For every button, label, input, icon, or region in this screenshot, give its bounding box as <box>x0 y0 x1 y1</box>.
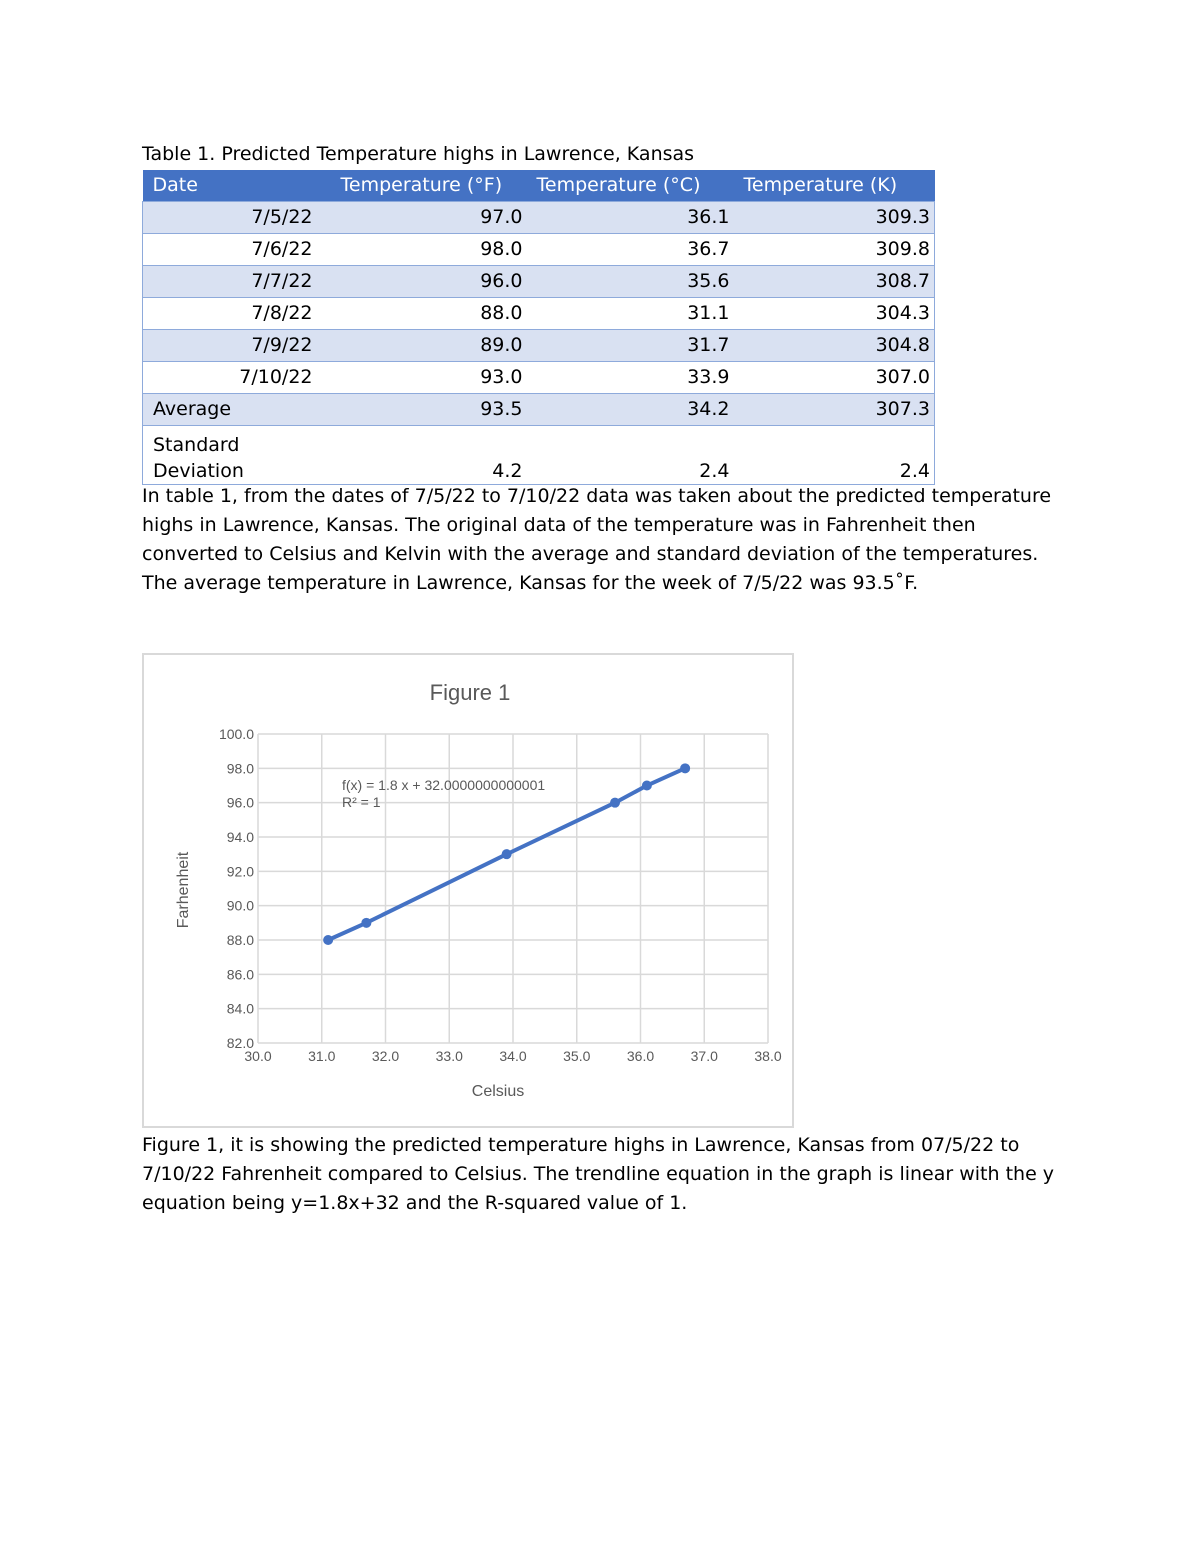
trendline-equation: f(x) = 1.8 x + 32.0000000000001 <box>342 777 546 793</box>
cell-kelvin: 304.3 <box>734 298 935 330</box>
average-row <box>143 394 935 426</box>
y-tick-label: 94.0 <box>226 829 254 845</box>
y-tick-label: 100.0 <box>218 726 254 742</box>
r-squared-label: R² = 1 <box>342 794 381 810</box>
x-axis-label: Celsius <box>471 1083 525 1100</box>
cell-celsius: 36.7 <box>527 234 734 266</box>
y-tick-label: 92.0 <box>226 863 254 880</box>
x-tick-label: 32.0 <box>371 1048 400 1064</box>
table-row <box>143 266 935 298</box>
y-tick-label: 98.0 <box>226 760 254 777</box>
cell-date: 7/9/22 <box>143 330 331 362</box>
data-point <box>642 781 652 791</box>
data-point <box>680 763 690 773</box>
y-tick-label: 96.0 <box>226 794 254 811</box>
data-point <box>502 849 512 859</box>
cell-kelvin: 308.7 <box>734 266 935 298</box>
x-tick-label: 31.0 <box>308 1048 336 1064</box>
cell-date: 7/8/22 <box>143 298 331 330</box>
data-point <box>323 935 333 945</box>
std-celsius: 2.4 <box>527 426 734 485</box>
x-tick-label: 30.0 <box>244 1048 272 1064</box>
cell-fahrenheit: 88.0 <box>331 298 527 330</box>
average-celsius: 34.2 <box>527 394 734 426</box>
table-row <box>143 234 935 266</box>
cell-celsius: 33.9 <box>527 362 734 394</box>
cell-date: 7/6/22 <box>143 234 331 266</box>
y-tick-label: 88.0 <box>226 932 254 948</box>
temperature-table <box>142 170 935 485</box>
table-row <box>143 202 935 234</box>
y-tick-label: 90.0 <box>226 897 254 914</box>
cell-celsius: 31.7 <box>527 330 734 362</box>
std-deviation-row <box>143 426 935 485</box>
table-caption: Table 1. Predicted Temperature highs in Lawrence, Kansas <box>142 143 695 165</box>
average-label: Average <box>143 394 331 426</box>
data-point <box>610 798 620 808</box>
cell-celsius: 35.6 <box>527 266 734 298</box>
table-description: In table 1, from the dates of 7/5/22 to 7/10/22 data was taken about the predicted temperature highs in Lawrence, Kansas. The original data of the temperature was in Fahrenheit then converted to Celsius and Kelvin with the average and standard deviation of the temperatures. The average temperature in Lawrence, Kansas for the week of 7/5/22 was 93.5˚F. <box>142 485 1052 594</box>
y-tick-label: 86.0 <box>226 966 254 983</box>
cell-fahrenheit: 98.0 <box>331 234 527 266</box>
y-tick-label: 84.0 <box>226 1000 254 1017</box>
std-kelvin: 2.4 <box>734 426 935 485</box>
x-tick-label: 38.0 <box>754 1048 782 1064</box>
cell-date: 7/5/22 <box>143 202 331 234</box>
data-point <box>361 918 371 928</box>
header-fahrenheit: Temperature (°F) <box>331 170 527 202</box>
x-tick-label: 33.0 <box>435 1048 463 1064</box>
table-row <box>143 330 935 362</box>
cell-celsius: 31.1 <box>527 298 734 330</box>
x-tick-label: 36.0 <box>626 1048 655 1064</box>
table-header-row <box>143 170 935 202</box>
y-tick-label: 82.0 <box>226 1035 254 1051</box>
header-kelvin: Temperature (K) <box>734 170 935 202</box>
cell-fahrenheit: 96.0 <box>331 266 527 298</box>
header-celsius: Temperature (°C) <box>527 170 734 202</box>
chart-title: Figure 1 <box>429 680 511 705</box>
cell-date: 7/7/22 <box>143 266 331 298</box>
std-deviation-label: Standard Deviation <box>143 426 331 485</box>
table-row <box>143 362 935 394</box>
average-fahrenheit: 93.5 <box>331 394 527 426</box>
figure-1-chart <box>142 653 794 1128</box>
cell-fahrenheit: 97.0 <box>331 202 527 234</box>
x-tick-label: 35.0 <box>563 1048 591 1064</box>
cell-fahrenheit: 89.0 <box>331 330 527 362</box>
cell-celsius: 36.1 <box>527 202 734 234</box>
figure-description: Figure 1, it is showing the predicted temperature highs in Lawrence, Kansas from 07/5/22 to 7/10/22 Fahrenheit compared to Celsius. The trendline equation in the graph is linear with the y equation being y=1.8x+32 and the R-squared value of 1. <box>142 1134 1055 1214</box>
x-tick-label: 37.0 <box>690 1048 718 1064</box>
y-axis-label: Farhenheit <box>175 851 192 929</box>
cell-kelvin: 304.8 <box>734 330 935 362</box>
table-row <box>143 298 935 330</box>
cell-kelvin: 309.8 <box>734 234 935 266</box>
cell-kelvin: 307.0 <box>734 362 935 394</box>
cell-date: 7/10/22 <box>143 362 331 394</box>
std-fahrenheit: 4.2 <box>331 426 527 485</box>
chart-svg <box>144 655 796 1130</box>
x-tick-label: 34.0 <box>499 1048 527 1064</box>
average-kelvin: 307.3 <box>734 394 935 426</box>
header-date: Date <box>143 170 331 202</box>
cell-fahrenheit: 93.0 <box>331 362 527 394</box>
cell-kelvin: 309.3 <box>734 202 935 234</box>
